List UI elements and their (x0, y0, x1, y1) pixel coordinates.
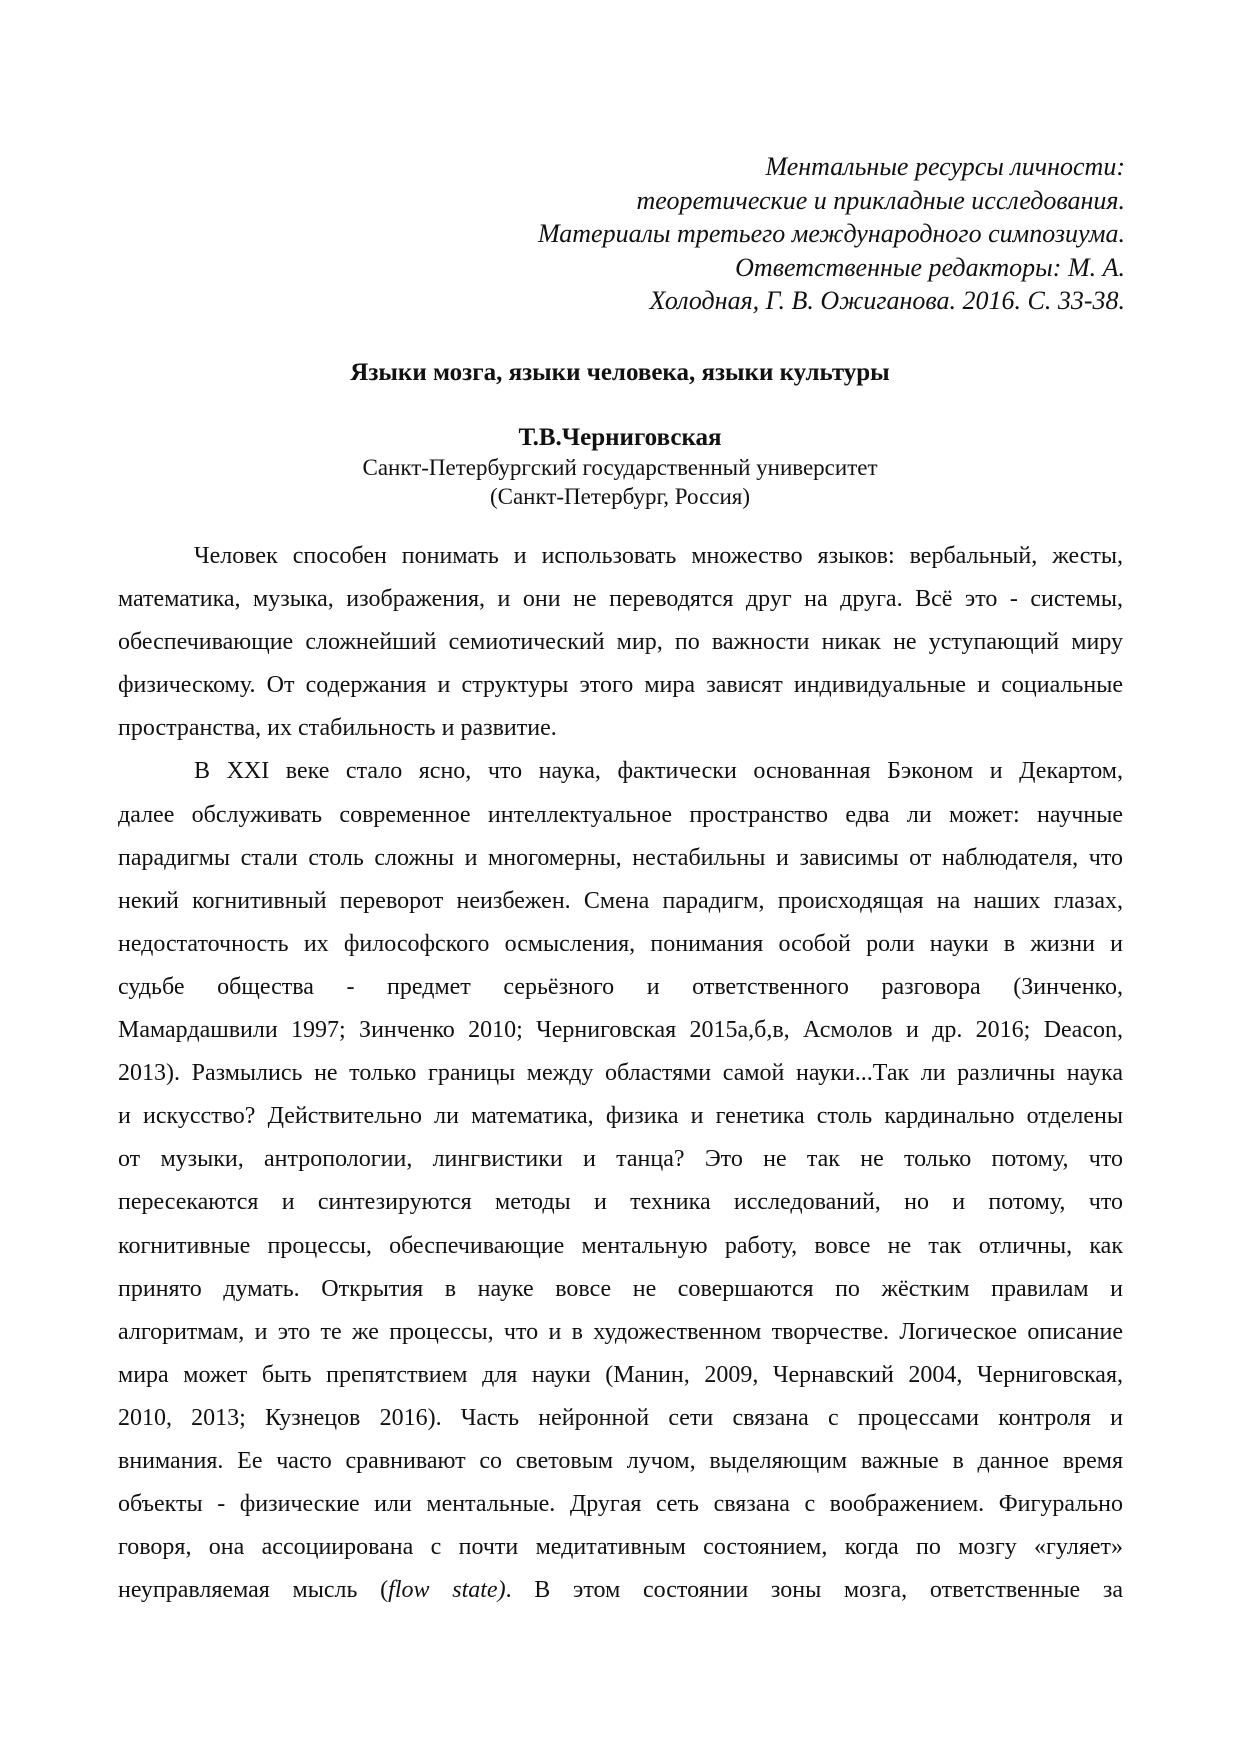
italic-term: flow state) (388, 1577, 506, 1604)
author-name: Т.В.Черниговская (518, 424, 722, 451)
header-line: Ответственные редакторы: М. А. (735, 252, 1125, 282)
publication-header (325, 150, 1125, 318)
paragraph-line: от музыки, антропологии, лингвистики и танца? Это не так не только потому, что (118, 1146, 1123, 1173)
paragraph-line: пересекаются и синтезируются методы и техника исследований, но и потому, что (118, 1189, 1123, 1216)
header-line: Материалы третьего международного симпозиума. (537, 219, 1125, 248)
header-line: Ментальные ресурсы личности: (765, 152, 1125, 181)
paragraph-line: математика, музыка, изображения, и они не переводятся друг на друга. Всё это - системы, (118, 586, 1123, 613)
article-title: Языки мозга, языки человека, языки культуры (350, 359, 890, 386)
paragraph-line: принято думать. Открытия в науке вовсе не совершаются по жёстким правилам и (118, 1275, 1123, 1302)
line-segment: . В этом состоянии зоны мозга, ответственные за (505, 1577, 1123, 1604)
paragraph-line: некий когнитивный переворот неизбежен. Смена парадигм, происходящая на наших глазах, (118, 887, 1123, 914)
paragraph-line: мира может быть препятствием для науки (Манин, 2009, Чернавский 2004, Черниговская, (118, 1361, 1123, 1388)
paragraph-line: физическому. От содержания и структуры этого мира зависят индивидуальные и социальные (118, 672, 1123, 699)
paragraph-line (118, 1569, 1123, 1612)
paragraph-line: Человек способен понимать и использовать множество языков: вербальный, жесты, (194, 543, 1123, 569)
paragraph-line: В XXI веке стало ясно, что наука, фактически основанная Бэконом и Декартом, (194, 758, 1123, 785)
paragraph-line: алгоритмам, и это те же процессы, что и в художественном творчестве. Логическое описание (118, 1318, 1123, 1345)
paragraph-line: объекты - физические или ментальные. Другая сеть связана с воображением. Фигурально (118, 1491, 1123, 1518)
paragraph-line: недостаточность их философского осмысления, понимания особой роли науки в жизни и (118, 930, 1123, 957)
paragraph-line: судьбе общества - предмет серьёзного и ответственного разговора (Зинченко, (118, 973, 1123, 1000)
article-body (118, 535, 1123, 1612)
header-line: теоретические и прикладные исследования. (636, 185, 1125, 215)
paragraph-line: далее обслуживать современное интеллектуальное пространство едва ли может: научные (118, 801, 1123, 828)
line-segment: неуправляемая мысль ( (118, 1577, 389, 1604)
author-affiliation: Санкт-Петербургский государственный университет (362, 455, 878, 480)
paragraph-line: Мамардашвили 1997; Зинченко 2010; Черниговская 2015а,б,в, Асмолов и др. 2016; Deacon, (118, 1017, 1123, 1044)
paragraph-line: 2010, 2013; Кузнецов 2016). Часть нейронной сети связана с процессами контроля и (118, 1404, 1123, 1431)
paragraph-line: когнитивные процессы, обеспечивающие ментальную работу, вовсе не так отличны, как (118, 1232, 1123, 1259)
paragraph-line: парадигмы стали столь сложны и многомерны, нестабильны и зависимы от наблюдателя, что (118, 844, 1123, 871)
author-location: (Санкт-Петербург, Россия) (489, 484, 751, 509)
header-line: Холодная, Г. В. Ожиганова. 2016. С. 33-38. (649, 286, 1125, 315)
paragraph-line: пространства, их стабильность и развитие. (118, 715, 557, 742)
paragraph-line: и искусство? Действительно ли математика, физика и генетика столь кардинально отделены (118, 1103, 1123, 1130)
paragraph-line: говоря, она ассоциирована с почти медитативным состоянием, когда по мозгу «гуляет» (118, 1534, 1123, 1561)
paragraph-line: внимания. Ее часто сравнивают со световым лучом, выделяющим важные в данное время (118, 1447, 1123, 1474)
paragraph-line: 2013). Размылись не только границы между областями самой науки...Так ли различны наука (118, 1060, 1123, 1087)
paragraph-line: обеспечивающие сложнейший семиотический мир, по важности никак не уступающий миру (118, 629, 1123, 656)
